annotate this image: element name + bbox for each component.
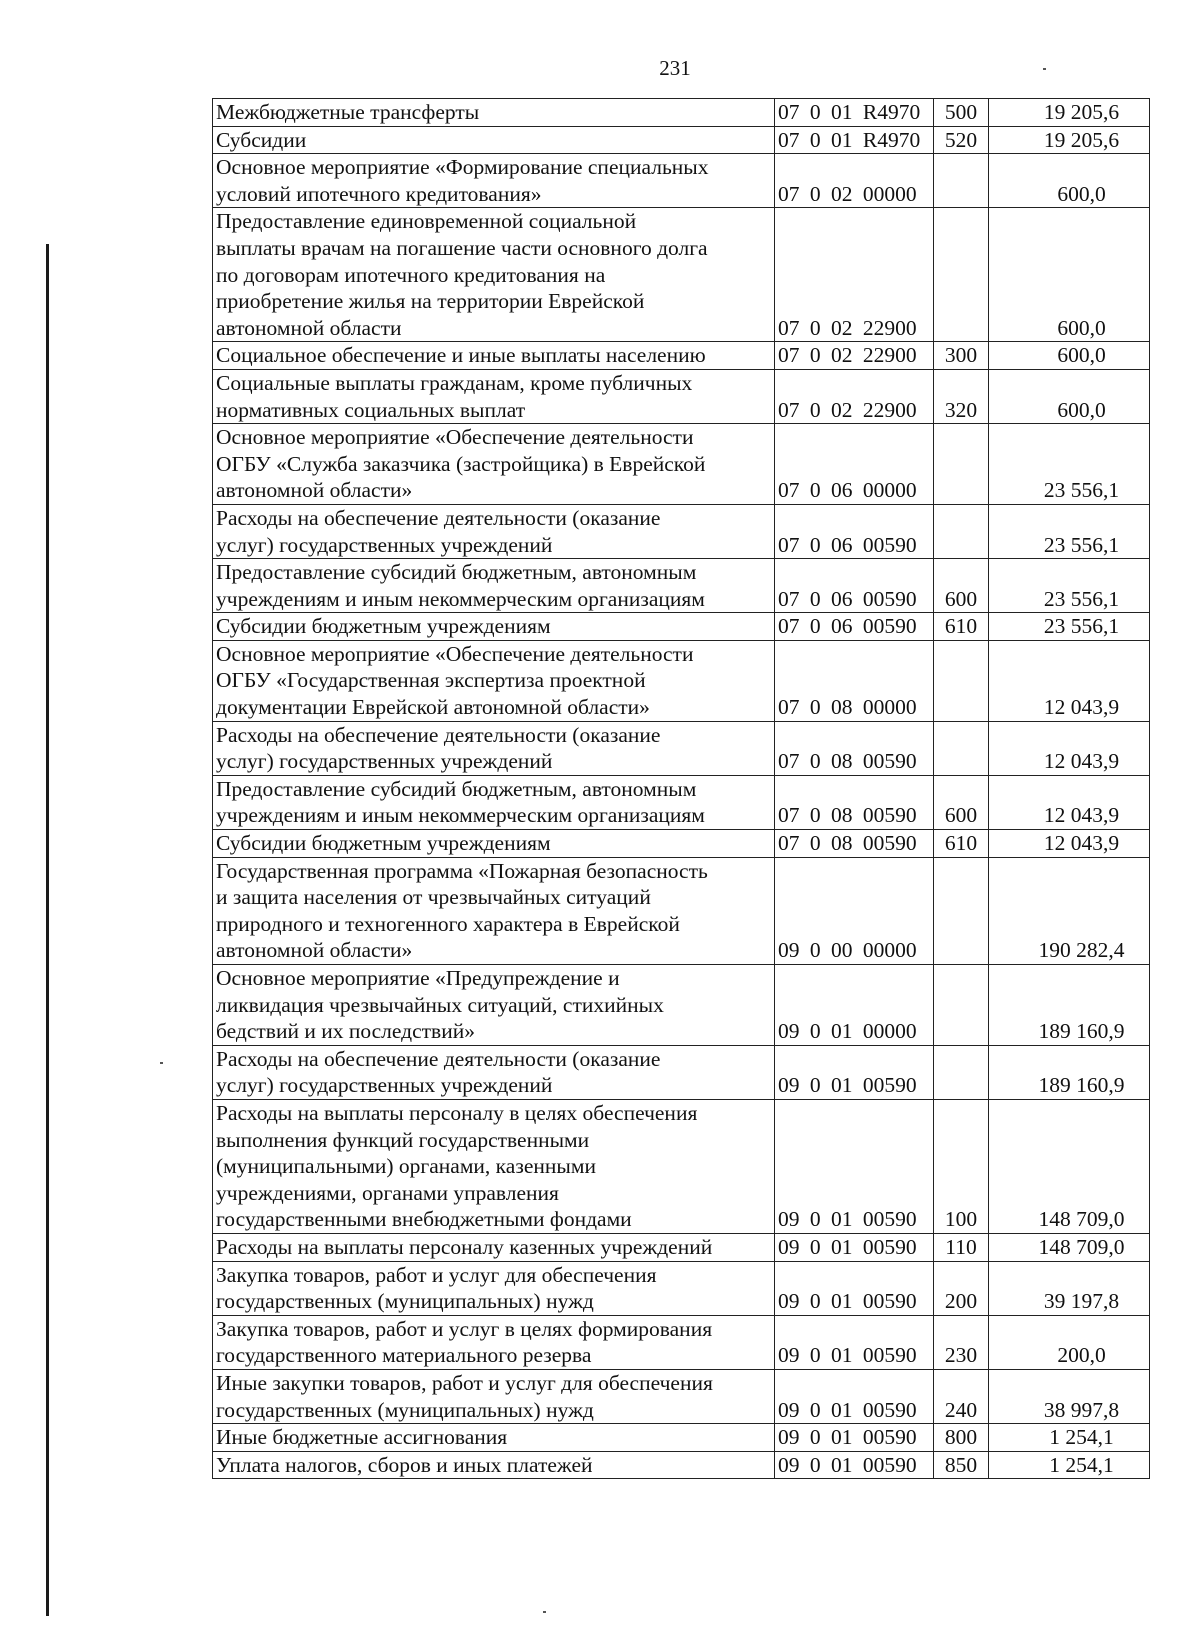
row-name-line: услуг) государственных учреждений xyxy=(216,532,553,557)
row-name-cell xyxy=(213,126,775,154)
row-name-cell xyxy=(213,721,775,775)
row-name-line: Основное мероприятие «Обеспечение деятельности xyxy=(216,641,694,666)
row-amount-cell: 23 556,1 xyxy=(989,504,1150,558)
row-expense-type-cell: 240 xyxy=(934,1369,989,1423)
row-name-line: государственными внебюджетными фондами xyxy=(216,1207,632,1232)
row-name-cell xyxy=(213,1261,775,1315)
row-name-line: государственных (муниципальных) нужд xyxy=(216,1397,594,1422)
scan-speck xyxy=(1043,68,1046,70)
row-amount-cell: 19 205,6 xyxy=(989,99,1150,127)
row-name-line: ОГБУ «Государственная экспертиза проектной xyxy=(216,668,646,693)
table-row xyxy=(213,965,1150,1046)
table-row xyxy=(213,1424,1150,1452)
row-name-line: государственного материального резерва xyxy=(216,1343,592,1368)
row-amount-cell: 600,0 xyxy=(989,154,1150,208)
row-name-cell xyxy=(213,1233,775,1261)
row-name-cell xyxy=(213,99,775,127)
row-name-line: Субсидии бюджетным учреждениям xyxy=(216,614,551,639)
row-code-cell: 07 0 08 00590 xyxy=(775,775,934,829)
row-expense-type-cell xyxy=(934,154,989,208)
row-amount-cell: 38 997,8 xyxy=(989,1369,1150,1423)
row-code-cell: 07 0 06 00590 xyxy=(775,559,934,613)
row-name-cell xyxy=(213,640,775,721)
row-name-line: Расходы на обеспечение деятельности (оказание xyxy=(216,505,661,530)
table-row xyxy=(213,1099,1150,1233)
row-name-line: Закупка товаров, работ и услуг для обеспечения xyxy=(216,1262,657,1287)
row-name-line: (муниципальными) органами, казенными xyxy=(216,1154,596,1179)
row-code-cell: 07 0 06 00000 xyxy=(775,424,934,505)
row-name-line: Расходы на выплаты персоналу казенных учреждений xyxy=(216,1234,713,1259)
row-code-cell: 09 0 01 00590 xyxy=(775,1369,934,1423)
table-row xyxy=(213,1045,1150,1099)
row-code-cell: 07 0 02 22900 xyxy=(775,342,934,370)
row-amount-cell: 39 197,8 xyxy=(989,1261,1150,1315)
row-expense-type-cell: 230 xyxy=(934,1315,989,1369)
row-amount-cell: 12 043,9 xyxy=(989,830,1150,858)
row-name-line: услуг) государственных учреждений xyxy=(216,1073,553,1098)
row-code-cell: 09 0 01 00590 xyxy=(775,1045,934,1099)
row-name-line: документации Еврейской автономной области» xyxy=(216,695,650,720)
scan-margin-line xyxy=(46,244,49,1616)
row-name-cell xyxy=(213,208,775,342)
row-code-cell: 07 0 01 R4970 xyxy=(775,99,934,127)
row-amount-cell: 23 556,1 xyxy=(989,424,1150,505)
row-name-line: Социальное обеспечение и иные выплаты населению xyxy=(216,343,706,368)
row-name-line: автономной области» xyxy=(216,478,413,503)
row-name-line: Закупка товаров, работ и услуг в целях формирования xyxy=(216,1316,713,1341)
row-name-line: учреждениям и иным некоммерческим организациям xyxy=(216,586,705,611)
row-name-line: Основное мероприятие «Обеспечение деятельности xyxy=(216,425,694,450)
row-code-cell: 09 0 01 00590 xyxy=(775,1099,934,1233)
table-row xyxy=(213,1233,1150,1261)
row-name-line: ОГБУ «Служба заказчика (застройщика) в Еврейской xyxy=(216,451,706,476)
table-row xyxy=(213,721,1150,775)
row-amount-cell: 600,0 xyxy=(989,208,1150,342)
row-expense-type-cell xyxy=(934,721,989,775)
row-code-cell: 09 0 01 00590 xyxy=(775,1261,934,1315)
row-name-cell xyxy=(213,1424,775,1452)
table-row xyxy=(213,1451,1150,1479)
row-name-line: Уплата налогов, сборов и иных платежей xyxy=(216,1452,593,1477)
table-row xyxy=(213,559,1150,613)
row-name-line: Предоставление единовременной социальной xyxy=(216,209,637,234)
row-name-line: нормативных социальных выплат xyxy=(216,397,526,422)
row-code-cell: 07 0 02 22900 xyxy=(775,208,934,342)
row-name-cell xyxy=(213,857,775,964)
page-number: 231 xyxy=(659,56,691,80)
row-name-line: Субсидии бюджетным учреждениям xyxy=(216,831,551,856)
row-name-cell xyxy=(213,504,775,558)
row-name-cell xyxy=(213,830,775,858)
row-expense-type-cell xyxy=(934,965,989,1046)
row-amount-cell: 23 556,1 xyxy=(989,559,1150,613)
table-row xyxy=(213,208,1150,342)
row-amount-cell: 1 254,1 xyxy=(989,1451,1150,1479)
row-expense-type-cell xyxy=(934,424,989,505)
table-row xyxy=(213,424,1150,505)
row-code-cell: 07 0 06 00590 xyxy=(775,613,934,641)
row-expense-type-cell: 850 xyxy=(934,1451,989,1479)
row-name-line: природного и техногенного характера в Еврейской xyxy=(216,911,680,936)
row-expense-type-cell xyxy=(934,640,989,721)
table-row xyxy=(213,99,1150,127)
budget-table xyxy=(212,98,1150,1479)
row-name-line: по договорам ипотечного кредитования на xyxy=(216,262,606,287)
row-code-cell: 07 0 08 00590 xyxy=(775,721,934,775)
row-expense-type-cell: 610 xyxy=(934,613,989,641)
row-code-cell: 09 0 01 00590 xyxy=(775,1424,934,1452)
row-name-cell xyxy=(213,1045,775,1099)
row-amount-cell: 12 043,9 xyxy=(989,640,1150,721)
table-row xyxy=(213,504,1150,558)
row-expense-type-cell xyxy=(934,857,989,964)
row-expense-type-cell: 200 xyxy=(934,1261,989,1315)
row-amount-cell: 1 254,1 xyxy=(989,1424,1150,1452)
row-name-line: приобретение жилья на территории Еврейской xyxy=(216,289,645,314)
row-name-cell xyxy=(213,965,775,1046)
row-expense-type-cell: 610 xyxy=(934,830,989,858)
row-name-line: Предоставление субсидий бюджетным, автономным xyxy=(216,776,697,801)
row-name-cell xyxy=(213,154,775,208)
row-amount-cell: 23 556,1 xyxy=(989,613,1150,641)
table-row xyxy=(213,857,1150,964)
row-code-cell: 07 0 08 00590 xyxy=(775,830,934,858)
row-code-cell: 09 0 00 00000 xyxy=(775,857,934,964)
row-name-cell xyxy=(213,1099,775,1233)
row-expense-type-cell xyxy=(934,1045,989,1099)
row-expense-type-cell: 100 xyxy=(934,1099,989,1233)
row-expense-type-cell: 600 xyxy=(934,559,989,613)
row-expense-type-cell: 300 xyxy=(934,342,989,370)
row-amount-cell: 600,0 xyxy=(989,369,1150,423)
row-name-cell xyxy=(213,1315,775,1369)
row-name-line: учреждениям и иным некоммерческим организациям xyxy=(216,803,705,828)
row-name-cell xyxy=(213,369,775,423)
row-code-cell: 07 0 06 00590 xyxy=(775,504,934,558)
row-name-cell xyxy=(213,613,775,641)
row-code-cell: 09 0 01 00590 xyxy=(775,1451,934,1479)
row-name-line: государственных (муниципальных) нужд xyxy=(216,1289,594,1314)
row-name-cell xyxy=(213,559,775,613)
row-name-line: условий ипотечного кредитования» xyxy=(216,181,542,206)
scan-speck xyxy=(160,1062,163,1064)
table-row xyxy=(213,342,1150,370)
row-name-line: бедствий и их последствий» xyxy=(216,1019,475,1044)
row-amount-cell: 190 282,4 xyxy=(989,857,1150,964)
row-name-line: автономной области» xyxy=(216,938,413,963)
row-name-line: автономной области xyxy=(216,315,402,340)
row-code-cell: 07 0 01 R4970 xyxy=(775,126,934,154)
row-code-cell: 09 0 01 00590 xyxy=(775,1315,934,1369)
row-name-cell xyxy=(213,1451,775,1479)
row-name-line: Основное мероприятие «Предупреждение и xyxy=(216,966,620,990)
row-expense-type-cell xyxy=(934,208,989,342)
table-row xyxy=(213,126,1150,154)
table-row xyxy=(213,154,1150,208)
row-name-line: Расходы на выплаты персоналу в целях обеспечения xyxy=(216,1100,698,1125)
scan-speck xyxy=(543,1611,546,1613)
table-row xyxy=(213,830,1150,858)
row-name-line: Основное мероприятие «Формирование специальных xyxy=(216,155,709,180)
row-name-line: Субсидии xyxy=(216,127,307,152)
row-name-line: Расходы на обеспечение деятельности (оказание xyxy=(216,722,661,747)
row-expense-type-cell: 500 xyxy=(934,99,989,127)
row-amount-cell: 12 043,9 xyxy=(989,775,1150,829)
row-amount-cell: 19 205,6 xyxy=(989,126,1150,154)
table-row xyxy=(213,613,1150,641)
table-row xyxy=(213,1315,1150,1369)
row-name-cell xyxy=(213,775,775,829)
row-amount-cell: 148 709,0 xyxy=(989,1233,1150,1261)
row-code-cell: 09 0 01 00590 xyxy=(775,1233,934,1261)
table-row xyxy=(213,369,1150,423)
row-code-cell: 09 0 01 00000 xyxy=(775,965,934,1046)
budget-table-body xyxy=(213,99,1150,1479)
row-name-line: и защита населения от чрезвычайных ситуаций xyxy=(216,885,651,910)
row-expense-type-cell: 800 xyxy=(934,1424,989,1452)
table-row xyxy=(213,775,1150,829)
table-row xyxy=(213,1369,1150,1423)
row-amount-cell: 200,0 xyxy=(989,1315,1150,1369)
row-name-line: учреждениями, органами управления xyxy=(216,1180,559,1205)
row-amount-cell: 600,0 xyxy=(989,342,1150,370)
row-expense-type-cell xyxy=(934,504,989,558)
row-name-cell xyxy=(213,424,775,505)
row-name-line: Иные закупки товаров, работ и услуг для обеспечения xyxy=(216,1370,713,1395)
row-name-line: Предоставление субсидий бюджетным, автономным xyxy=(216,560,697,585)
row-amount-cell: 148 709,0 xyxy=(989,1099,1150,1233)
row-expense-type-cell: 600 xyxy=(934,775,989,829)
row-name-line: Межбюджетные трансферты xyxy=(216,100,480,124)
row-name-line: ликвидация чрезвычайных ситуаций, стихийных xyxy=(216,992,664,1017)
row-expense-type-cell: 520 xyxy=(934,126,989,154)
row-name-line: Социальные выплаты гражданам, кроме публичных xyxy=(216,370,693,395)
row-amount-cell: 189 160,9 xyxy=(989,1045,1150,1099)
row-name-line: Государственная программа «Пожарная безопасность xyxy=(216,858,708,883)
row-code-cell: 07 0 02 00000 xyxy=(775,154,934,208)
row-name-line: Расходы на обеспечение деятельности (оказание xyxy=(216,1046,661,1071)
row-name-line: выполнения функций государственными xyxy=(216,1127,590,1152)
row-expense-type-cell: 110 xyxy=(934,1233,989,1261)
table-row xyxy=(213,640,1150,721)
row-name-cell xyxy=(213,1369,775,1423)
row-code-cell: 07 0 08 00000 xyxy=(775,640,934,721)
row-name-line: выплаты врачам на погашение части основного долга xyxy=(216,235,708,260)
row-name-line: услуг) государственных учреждений xyxy=(216,749,553,774)
table-row xyxy=(213,1261,1150,1315)
row-amount-cell: 189 160,9 xyxy=(989,965,1150,1046)
row-name-cell xyxy=(213,342,775,370)
row-amount-cell: 12 043,9 xyxy=(989,721,1150,775)
row-code-cell: 07 0 02 22900 xyxy=(775,369,934,423)
row-name-line: Иные бюджетные ассигнования xyxy=(216,1425,508,1450)
row-expense-type-cell: 320 xyxy=(934,369,989,423)
